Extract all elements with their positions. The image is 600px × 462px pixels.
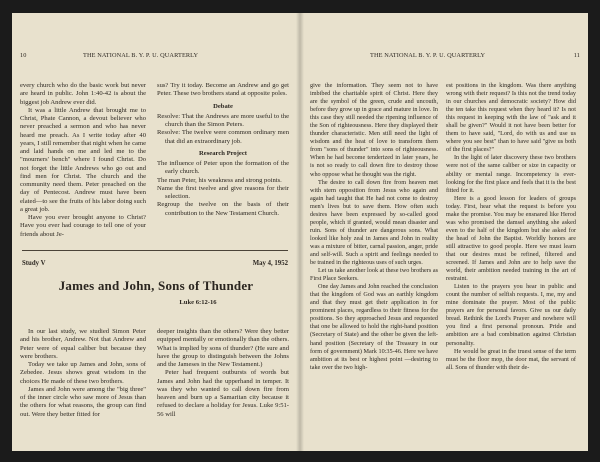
study-number: Study V: [22, 260, 46, 267]
right-page-number: 11: [573, 52, 580, 59]
paragraph: Have you ever brought anyone to Christ? Have you ever had courage to tell one of your friends about Je-: [20, 214, 146, 238]
research-item: The influence of Peter upon the formation of the early church.: [157, 160, 289, 176]
paragraph: Here is a good lesson for leaders of groups today. First, hear what the request is before you make the promise. You may be ensnared like Herod was who promised the damsel anything she asked even to the half of the kingdom but she asked for the head of John the Baptist. Worldly honors are still attractive to good people. Here we must learn that our desires must be refined, filtered and screened. If James and John are to help save the world, their ambition needed training in the art of restraint.: [446, 194, 576, 283]
left-column-4: [157, 328, 289, 419]
research-item: Regroup the twelve on the basis of their contribution to the New Testament Church.: [157, 201, 289, 217]
left-running-title: THE NATIONAL B. Y. P. U. QUARTERLY: [83, 52, 199, 59]
right-page: [300, 13, 588, 451]
book-gutter: [296, 13, 304, 451]
scripture-reference: Luke 6:12-16: [179, 299, 217, 306]
paragraph: One day James and John reached the conclusion that the kingdom of God was an earthly kingdom and that they must get their application in for prominent places, regardless to their fitness for the positions. So they approached Jesus and requested that one be allowed to hold the right-hand position (Secretary of State) and the other be given the left-hand position (Secretary of the Treasury in our form of government) Mark 10:35-46. Here we have ambition at its best or highest point —desiring to take over the two high-: [310, 283, 438, 371]
section-divider: [22, 250, 288, 251]
right-running-title: THE NATIONAL B. Y. P. U. QUARTERLY: [370, 52, 486, 59]
paragraph: In our last study, we studied Simon Peter and his brother, Andrew. Not that Andrew and Peter were of equal caliber but because they were brothers.: [20, 328, 146, 360]
debate-item: Resolve: That the Andrews are more useful to the church than the Simon Peters.: [157, 112, 289, 128]
paragraph: give the information. They seem not to have imbibed the charitable spirit of Christ. Here they are the symbol of the green, crude and uncouth, before they grow up in grace and mature in love. In this case they still needed the ripening influence of the Son of righteousness. Here they displayed their thunder characteristic. Men still need the light of wisdom and the heat of love to transform them from "sons of thunder" into sons of righteousness. When he had become tenderized in later years, he is not so ready to call down fire to destroy those who oppose what he thought was the right.: [310, 82, 438, 178]
left-page-number: 10: [20, 52, 27, 59]
left-column-3: [20, 328, 146, 419]
research-item: Name the first twelve and give reasons for their selection.: [157, 184, 289, 200]
paragraph: In the light of later discovery these two brothers were not of the same caliber or size in capacity or ability or mental range. Incompetency is ever-looking for the first place and feels that it is the best fitted for it.: [446, 154, 576, 194]
paragraph: He would be great in the truest sense of the term must be the floor mop, the door mat, the servant of all. Sons of thunder with their de-: [446, 347, 576, 371]
paragraph: The desire to call down fire from heaven met with stern opposition from Jesus who again and again had taught that He had not come to destroy men's lives but to save them. How often such desires have been expressed by so-called good people, which if granted, would mean disaster and ruin. Sons of thunder are dangerous sons. What looked like holy zeal in James and John in reality was a mixture of bitter, carnal passion, anger, pride and self-will. Such a spirit and feelings needed to be trained in the righteous uses of such urges.: [310, 178, 438, 267]
paragraph: sus? Try it today. Become an Andrew and go get Peter. These two brothers stand at opposite poles.: [157, 82, 289, 98]
study-date: May 4, 1952: [252, 260, 288, 267]
right-column-2: [446, 82, 576, 372]
paragraph: James and John were among the "big three" of the inner circle who saw more of Jesus than the others for what reasons, the group can find out. Were they better fitted for: [20, 385, 146, 418]
paragraph: deeper insights than the others? Were they better equipped mentally or emotionally than the others. What is implied by sons of thunder? (He sure and have the group to distinguish between the Johns and the Jameses in the New Testament.): [157, 328, 289, 368]
paragraph: est positions in the kingdom. Was there anything wrong with their request? Is this not the trend today in our churches and democratic society? How did the ten take this request when they heard it? Is not this request in keeping with the law of "ask and it shall be given?" Would it not have been better for them to have said, "Lord, do with us and use us where you see best" than to have said "give us both of the first places?": [446, 82, 576, 154]
paragraph: Peter had frequent outbursts of words but James and John had the upperhand in temper. It was they who wanted to call down fire from heaven and burn up a Samaritan city because it refused to declare a holiday for Jesus. Luke 9:51-56 will: [157, 369, 289, 418]
debate-heading: Debate: [213, 102, 233, 110]
research-heading: Research Project: [199, 149, 247, 157]
paragraph: It was a little Andrew that brought me to Christ, Phate Cannon, a devout believer who never preached a sermon and who has never heard me preach. As I write today after 40 years, I still remember that night when he came and laid hands on me and led me to the "mourners' bench" where I found Christ. Do not forget the little Andrews who go out and find men for Christ. The church and the community need them. Peter preached on the day of Pentecost. Andrew must have been elated—to see the fruits of his labor doing such a great job.: [20, 106, 146, 213]
lesson-title: James and John, Sons of Thunder: [58, 278, 254, 293]
left-column-2: [157, 82, 289, 218]
paragraph: Today we take up James and John, sons of Zebedee. Jesus shows great wisdom in the choices He made of these two brothers.: [20, 361, 146, 385]
research-item: The man Peter, his weakness and strong points.: [157, 176, 282, 184]
paragraph: every church who do the basic work but never are heard in public. John 1:40-42 is about the biggest job Andrew ever did.: [20, 82, 146, 106]
right-column-1: [310, 82, 438, 372]
paragraph: Let us take another look at these two brothers as First Place Seekers.: [310, 267, 438, 283]
debate-item: Resolve: The twelve were common ordinary men that did an extraordinary job.: [157, 129, 289, 145]
left-page: [12, 13, 300, 451]
paragraph: Listen to the prayers you hear in public and count the number of selfish requests. I, me, my and mine dominate the prayer. Most of the public prayers are for personal favors. Give us our daily bread. Rethink the Lord's Prayer and nowhere will you find a first personal pronoun. Pride and ambition are a bad combination against Christian personality.: [446, 283, 576, 347]
left-column-1: [20, 82, 146, 239]
